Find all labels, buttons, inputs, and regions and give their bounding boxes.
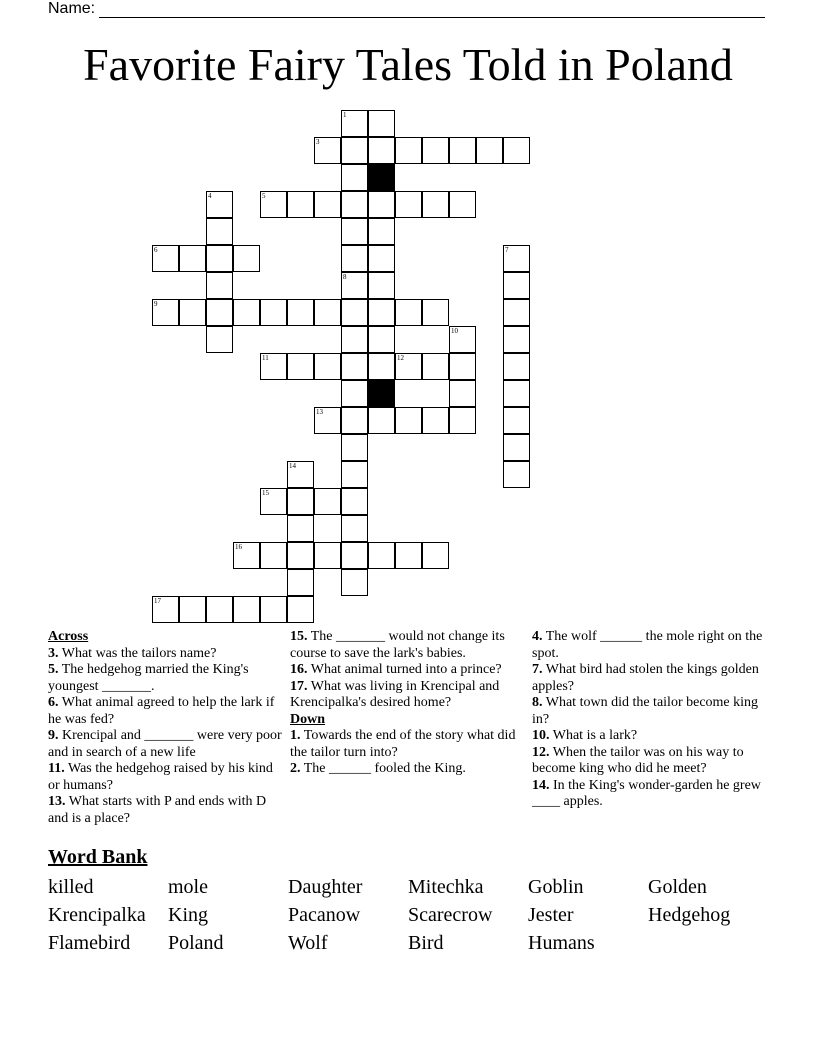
black-cell [368, 164, 395, 191]
clue-number: 4 [208, 192, 212, 200]
word-bank-item: Flamebird [48, 932, 131, 954]
grid-cell[interactable] [314, 542, 341, 569]
clue-number: 15 [262, 489, 269, 497]
clue-across-6: 6. What animal agreed to help the lark if he was fed? [48, 695, 275, 727]
clue-number: 12 [397, 354, 404, 362]
word-bank-item: Mitechka [408, 876, 484, 898]
grid-cell[interactable] [503, 245, 530, 272]
grid-cell[interactable] [341, 542, 368, 569]
grid-cell[interactable] [287, 461, 314, 488]
clue-down-12: 12. When the tailor was on his way to become king who did he meet? [532, 744, 744, 776]
grid-cell[interactable] [395, 299, 422, 326]
clue-across-16: 16. What animal turned into a prince? [290, 662, 502, 677]
grid-cell[interactable] [260, 542, 287, 569]
grid-cell[interactable] [341, 218, 368, 245]
clue-number: 10 [451, 327, 458, 335]
black-cell [368, 380, 395, 407]
grid-cell[interactable] [206, 191, 233, 218]
across-heading: Across [48, 629, 89, 644]
word-bank-item: Wolf [288, 932, 328, 954]
word-bank-item: Golden [648, 876, 707, 898]
grid-cell[interactable] [368, 110, 395, 137]
clue-number: 5 [262, 192, 266, 200]
grid-cell[interactable] [341, 434, 368, 461]
grid-cell[interactable] [179, 299, 206, 326]
clue-number: 7 [505, 246, 509, 254]
grid-cell[interactable] [503, 299, 530, 326]
word-bank-item: Daughter [288, 876, 363, 898]
grid-cell[interactable] [314, 407, 341, 434]
clue-number: 13 [316, 408, 323, 416]
grid-cell[interactable] [233, 299, 260, 326]
grid-cell[interactable] [341, 380, 368, 407]
grid-cell[interactable] [260, 299, 287, 326]
grid-cell[interactable] [422, 299, 449, 326]
grid-cell[interactable] [422, 137, 449, 164]
grid-cell[interactable] [287, 569, 314, 596]
grid-cell[interactable] [206, 218, 233, 245]
grid-cell[interactable] [449, 191, 476, 218]
grid-cell[interactable] [314, 137, 341, 164]
grid-cell[interactable] [503, 326, 530, 353]
grid-cell[interactable] [368, 245, 395, 272]
grid-cell[interactable] [503, 461, 530, 488]
grid-cell[interactable] [368, 272, 395, 299]
grid-cell[interactable] [287, 191, 314, 218]
grid-cell[interactable] [449, 380, 476, 407]
clue-down-14: 14. In the King's wonder-garden he grew ____ apples. [532, 777, 761, 809]
grid-cell[interactable] [233, 596, 260, 623]
grid-cell[interactable] [395, 407, 422, 434]
grid-cell[interactable] [449, 137, 476, 164]
grid-cell[interactable] [341, 407, 368, 434]
grid-cell[interactable] [341, 245, 368, 272]
word-bank-item: Jester [528, 904, 574, 926]
clue-down-7: 7. What bird had stolen the kings golden apples? [532, 662, 759, 694]
clue-number: 9 [154, 300, 158, 308]
grid-cell[interactable] [206, 326, 233, 353]
grid-cell[interactable] [503, 434, 530, 461]
word-bank-item: killed [48, 876, 94, 898]
clue-number: 16 [235, 543, 242, 551]
clue-across-11: 11. Was the hedgehog raised by his kind or humans? [48, 761, 273, 793]
grid-cell[interactable] [422, 191, 449, 218]
grid-cell[interactable] [179, 245, 206, 272]
grid-cell[interactable] [341, 488, 368, 515]
word-bank [48, 873, 768, 957]
grid-cell[interactable] [422, 542, 449, 569]
clue-number: 11 [262, 354, 269, 362]
grid-cell[interactable] [341, 461, 368, 488]
grid-cell[interactable] [152, 596, 179, 623]
grid-cell[interactable] [422, 353, 449, 380]
grid-cell[interactable] [503, 380, 530, 407]
clue-number: 8 [343, 273, 347, 281]
grid-cell[interactable] [341, 515, 368, 542]
grid-cell[interactable] [503, 137, 530, 164]
clue-down-10: 10. What is a lark? [532, 728, 638, 743]
word-bank-item: Scarecrow [408, 904, 493, 926]
word-bank-item: Bird [408, 932, 444, 954]
grid-cell[interactable] [314, 191, 341, 218]
grid-cell[interactable] [152, 299, 179, 326]
grid-cell[interactable] [260, 353, 287, 380]
grid-cell[interactable] [503, 407, 530, 434]
clue-down-2: 2. The ______ fooled the King. [290, 761, 466, 776]
grid-cell[interactable] [341, 137, 368, 164]
grid-cell[interactable] [206, 272, 233, 299]
grid-cell[interactable] [341, 164, 368, 191]
clues-column-3 [532, 629, 768, 811]
clue-across-9: 9. Krencipal and _______ were very poor and in search of a new life [48, 728, 282, 760]
grid-cell[interactable] [233, 245, 260, 272]
clue-across-17: 17. What was living in Krencipal and Krencipalka's desired home? [290, 678, 500, 710]
clue-down-4: 4. The wolf ______ the mole right on the spot. [532, 629, 763, 661]
word-bank-item: Krencipalka [48, 904, 146, 926]
clue-across-15: 15. The _______ would not change its course to save the lark's babies. [290, 629, 505, 661]
grid-cell[interactable] [341, 299, 368, 326]
grid-cell[interactable] [449, 407, 476, 434]
page-title: Favorite Fairy Tales Told in Poland [83, 39, 733, 90]
grid-cell[interactable] [395, 191, 422, 218]
grid-cell[interactable] [368, 326, 395, 353]
grid-cell[interactable] [395, 137, 422, 164]
grid-cell[interactable] [341, 191, 368, 218]
grid-cell[interactable] [422, 407, 449, 434]
grid-cell[interactable] [341, 326, 368, 353]
clue-across-13: 13. What starts with P and ends with D and is a place? [48, 794, 267, 826]
grid-cell[interactable] [341, 353, 368, 380]
grid-cell[interactable] [287, 299, 314, 326]
clue-down-1: 1. Towards the end of the story what did the tailor turn into? [290, 728, 516, 760]
grid-cell[interactable] [368, 218, 395, 245]
grid-cell[interactable] [503, 353, 530, 380]
grid-cell[interactable] [314, 488, 341, 515]
grid-cell[interactable] [368, 353, 395, 380]
down-heading: Down [290, 711, 326, 727]
word-bank-item: Goblin [528, 876, 584, 898]
grid-cell[interactable] [368, 542, 395, 569]
clue-number: 1 [343, 111, 347, 119]
clue-number: 3 [316, 138, 320, 146]
clue-number: 14 [289, 462, 296, 470]
grid-cell[interactable] [368, 191, 395, 218]
word-bank-item: King [168, 904, 208, 926]
word-bank-item: mole [168, 876, 208, 898]
word-bank-heading: Word Bank [48, 846, 148, 868]
grid-cell[interactable] [260, 596, 287, 623]
word-bank-item: Humans [528, 932, 595, 954]
clues-column-2 [290, 629, 526, 778]
grid-cell[interactable] [314, 353, 341, 380]
grid-cell[interactable] [260, 488, 287, 515]
word-bank-item: Hedgehog [648, 904, 731, 926]
grid-cell[interactable] [341, 569, 368, 596]
grid-cell[interactable] [206, 299, 233, 326]
grid-cell[interactable] [503, 272, 530, 299]
grid-cell[interactable] [341, 110, 368, 137]
grid-cell[interactable] [476, 137, 503, 164]
grid-cell[interactable] [395, 353, 422, 380]
grid-cell[interactable] [368, 299, 395, 326]
word-bank-item: Poland [168, 932, 224, 954]
grid-cell[interactable] [287, 596, 314, 623]
grid-cell[interactable] [395, 542, 422, 569]
grid-cell[interactable] [287, 542, 314, 569]
grid-cell[interactable] [287, 515, 314, 542]
clue-across-3: 3. What was the tailors name? [48, 645, 217, 661]
clue-across-5: 5. The hedgehog married the King's youngest _______. [48, 662, 249, 694]
grid-cell[interactable] [287, 488, 314, 515]
clue-down-8: 8. What town did the tailor become king in? [532, 695, 759, 727]
grid-cell[interactable] [449, 326, 476, 353]
grid-cell[interactable] [341, 272, 368, 299]
grid-cell[interactable] [368, 407, 395, 434]
grid-cell[interactable] [206, 596, 233, 623]
clues-column-1 [48, 629, 284, 827]
clue-number: 17 [154, 597, 161, 605]
grid-cell[interactable] [179, 596, 206, 623]
grid-cell[interactable] [152, 245, 179, 272]
grid-cell[interactable] [206, 245, 233, 272]
grid-cell[interactable] [314, 299, 341, 326]
name-label: Name: [48, 0, 96, 17]
word-bank-item: Pacanow [288, 904, 361, 926]
grid-cell[interactable] [287, 353, 314, 380]
clue-number: 6 [154, 246, 158, 254]
grid-cell[interactable] [233, 542, 260, 569]
grid-cell[interactable] [260, 191, 287, 218]
grid-cell[interactable] [449, 353, 476, 380]
grid-cell[interactable] [368, 137, 395, 164]
